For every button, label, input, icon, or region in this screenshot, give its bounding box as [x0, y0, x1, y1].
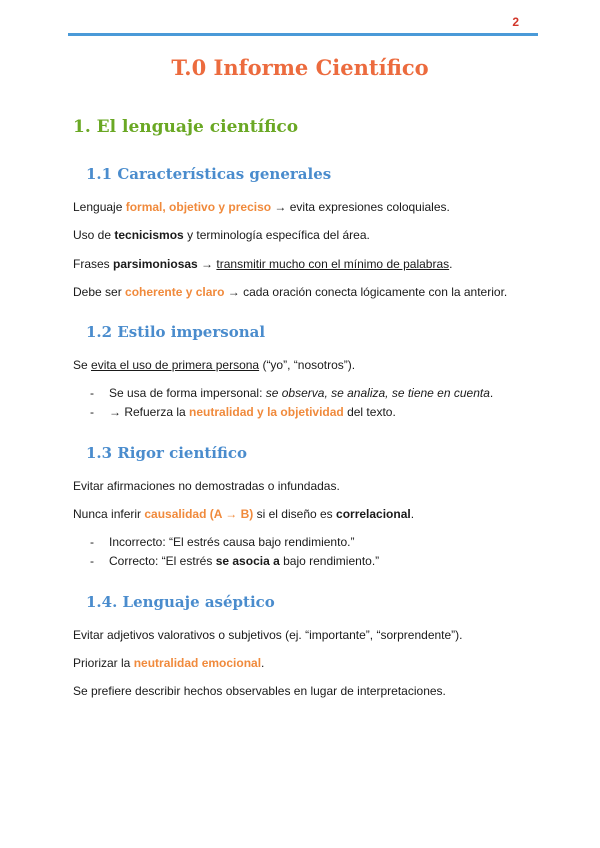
paragraph-adjetivos: Evitar adjetivos valorativos o subjetivos (ej. “importante”, “sorprendente”).	[73, 628, 463, 642]
paragraph-afirmaciones: Evitar afirmaciones no demostradas o infundadas.	[73, 479, 340, 493]
list-item: - Se usa de forma impersonal: se observa, se analiza, se tiene en cuenta.	[90, 386, 494, 400]
section-heading-1: 1. El lenguaje científico	[73, 117, 299, 137]
paragraph-tecnicismos: Uso de tecnicismos y terminología específica del área.	[73, 228, 370, 242]
paragraph-causalidad: Nunca inferir causalidad (A → B) si el diseño es correlacional.	[73, 507, 415, 521]
header-rule	[68, 33, 538, 36]
paragraph-coherente: Debe ser coherente y claro → cada oración conecta lógicamente con la anterior.	[73, 285, 508, 299]
paragraph-lenguaje-formal: Lenguaje formal, objetivo y preciso → evita expresiones coloquiales.	[73, 200, 450, 214]
paragraph-primera-persona: Se evita el uso de primera persona (“yo”, “nosotros”).	[73, 358, 356, 372]
list-item: - Incorrecto: “El estrés causa bajo rendimiento.”	[90, 535, 355, 549]
list-item: - Correcto: “El estrés se asocia a bajo rendimiento.”	[90, 554, 380, 568]
list-item: - → Refuerza la neutralidad y la objetividad del texto.	[90, 405, 396, 419]
paragraph-neutralidad: Priorizar la neutralidad emocional.	[73, 656, 265, 670]
page-number: 2	[512, 15, 519, 29]
subsection-heading-1-4: 1.4. Lenguaje aséptico	[86, 593, 275, 611]
paragraph-parsimoniosas: Frases parsimoniosas → transmitir mucho con el mínimo de palabras.	[73, 257, 453, 271]
document-title: T.0 Informe Científico	[171, 55, 429, 80]
subsection-heading-1-2: 1.2 Estilo impersonal	[86, 323, 266, 341]
paragraph-hechos: Se prefiere describir hechos observables en lugar de interpretaciones.	[73, 684, 446, 698]
subsection-heading-1-1: 1.1 Características generales	[86, 165, 332, 183]
subsection-heading-1-3: 1.3 Rigor científico	[86, 444, 248, 462]
